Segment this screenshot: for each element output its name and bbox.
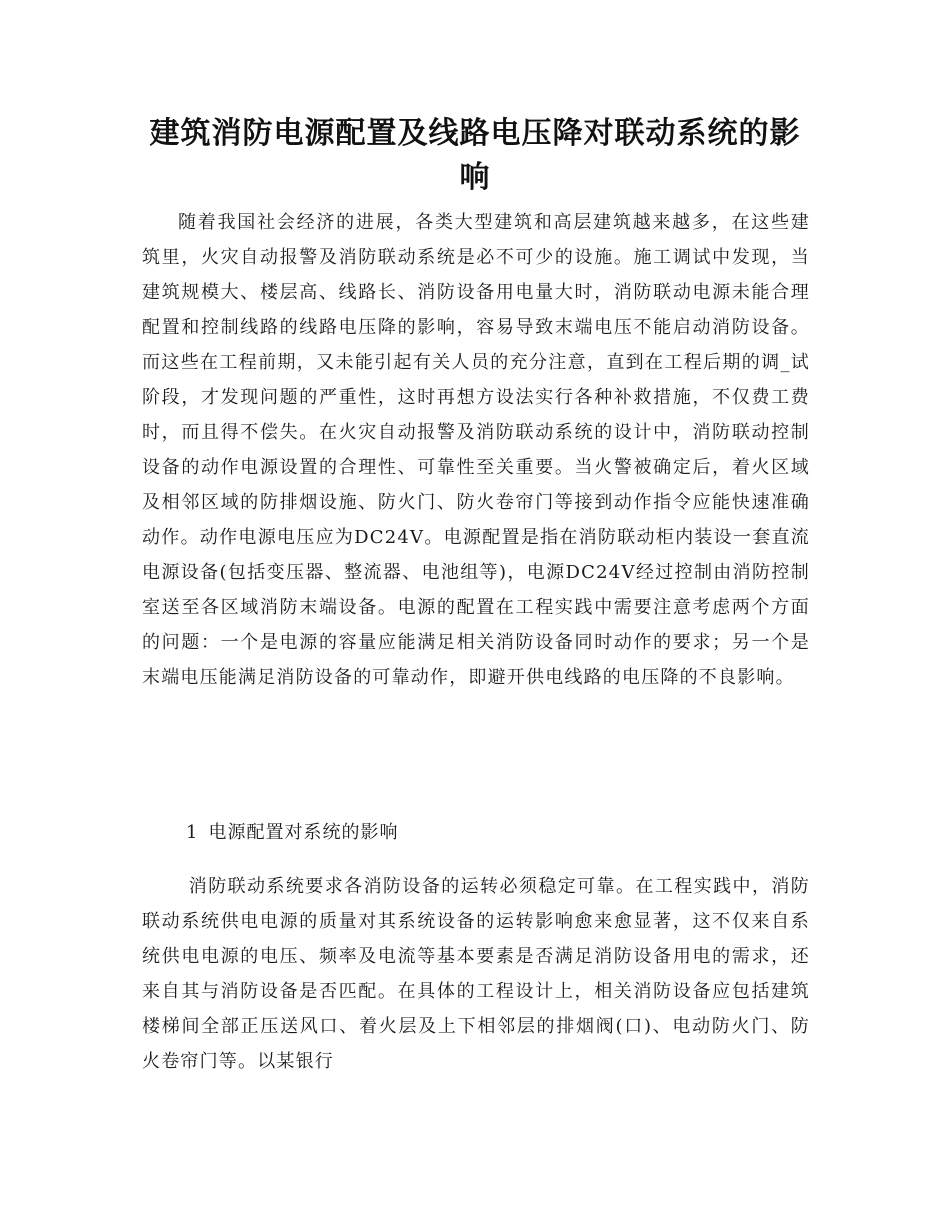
section-heading [186, 818, 398, 848]
section-heading-text: 电源配置对系统的影响 [208, 822, 399, 843]
section-paragraph: 消防联动系统要求各消防设备的运转必须稳定可靠。在工程实践中，消防联动系统供电电源的质量对其系统设备的运转影响愈来愈显著，这不仅来自系统供电电源的电压、频率及电流等基本要素是否满足消防设备用电的需求，还来自其与消防设备是否匹配。在具体的工程设计上，相关消防设备应包括建筑楼梯间全部正压送风口、着火层及上下相邻层的排烟阀(口)、电动防火门、防火卷帘门等。以某银行 [142, 876, 810, 1072]
document-title: 建筑消防电源配置及线路电压降对联动系统的影响 [149, 116, 801, 195]
section-number: 1 [186, 822, 199, 843]
intro-paragraph: 随着我国社会经济的进展，各类大型建筑和高层建筑越来越多，在这些建筑里，火灾自动报警及消防联动系统是必不可少的设施。施工调试中发现，当建筑规模大、楼层高、线路长、消防设备用电量大时，消防联动电源未能合理配置和控制线路的线路电压降的影响，容易导致末端电压不能启动消防设备。而这些在工程前期，又未能引起有关人员的充分注意，直到在工程后期的调_试阶段，才发现问题的严重性，这时再想方设法实行各种补救措施，不仅费工费时，而且得不偿失。在火灾自动报警及消防联动系统的设计中，消防联动控制设备的动作电源设置的合理性、可靠性至关重要。当火警被确定后，着火区域及相邻区域的防排烟设施、防火门、防火卷帘门等接到动作指令应能快速准确动作。动作电源电压应为DC24V。电源配置是指在消防联动柜内装设一套直流电源设备(包括变压器、整流器、电池组等)，电源DC24V经过控制由消防控制室送至各区域消防末端设备。电源的配置在工程实践中需要注意考虑两个方面的问题：一个是电源的容量应能满足相关消防设备同时动作的要求；另一个是末端电压能满足消防设备的可靠动作，即避开供电线路的电压降的不良影响。 [142, 212, 810, 688]
